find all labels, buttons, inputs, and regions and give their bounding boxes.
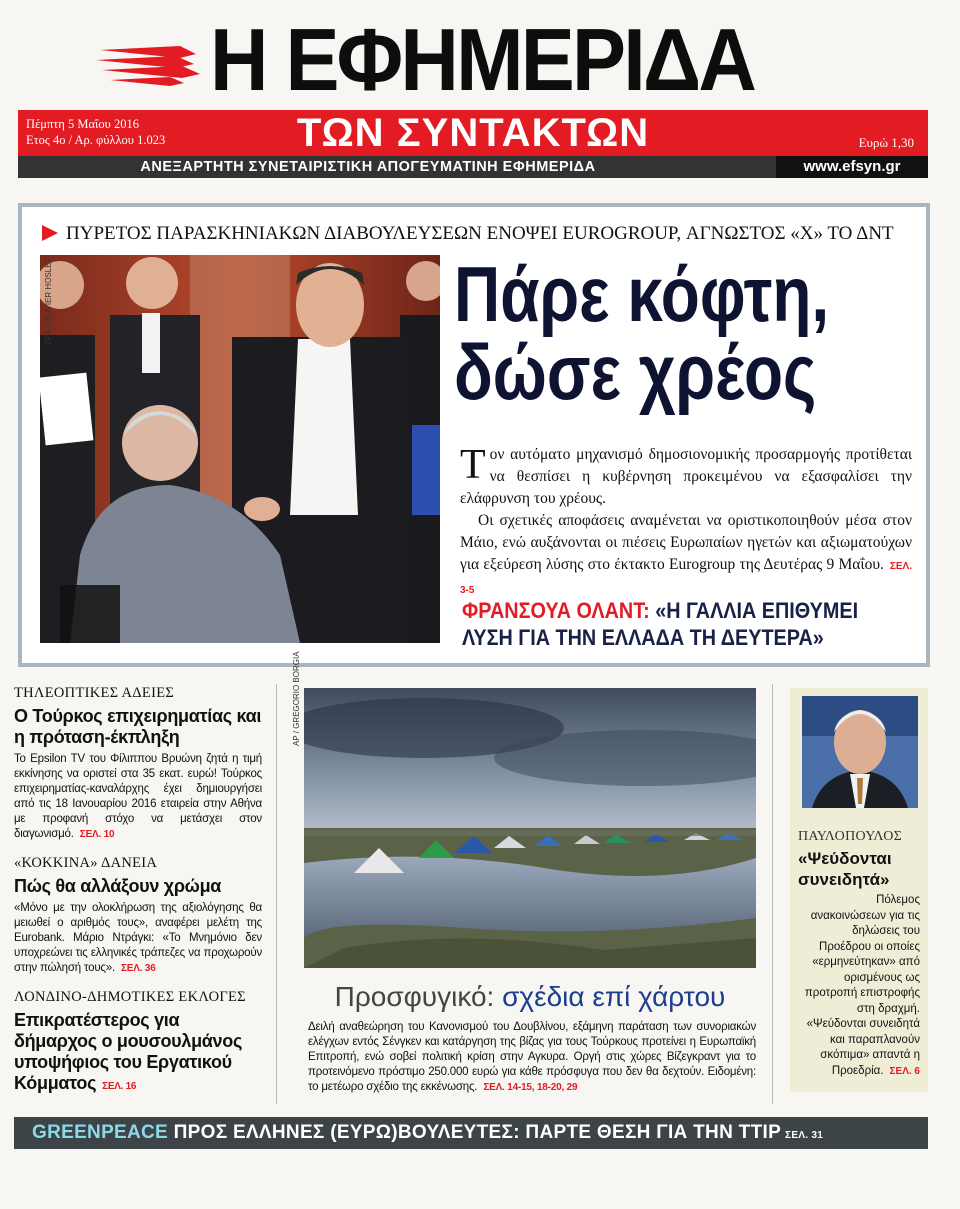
column-divider: [276, 684, 277, 1104]
refugee-camp-image: [304, 688, 756, 968]
story-page-ref[interactable]: ΣΕΛ. 16: [102, 1081, 137, 1092]
column-divider: [772, 684, 773, 1104]
banner-brand: GREENPEACE: [32, 1122, 169, 1143]
center-photo-credit: AP / GREGORIO BORGIA: [292, 651, 301, 746]
quote-speaker: ΦΡΑΝΣΟΥΑ ΟΛΑΝΤ:: [462, 598, 650, 623]
center-headline-part1: Προσφυγικό:: [334, 981, 495, 1012]
lead-quote[interactable]: [462, 597, 876, 651]
story-page-ref[interactable]: ΣΕΛ. 10: [79, 829, 115, 840]
president-photo[interactable]: [802, 696, 918, 808]
right-story-body-text: Πόλεμος ανακοινώσεων για τις δηλώσεις του Προέδρου οι οποίες «ερμηνεύτηκαν» από ορισμένους ως προτροπή επιστροφής στη δραχμή. «Ψεύδονται συνειδητά και παραπλανούν σκόπιμα» απαντά η Προεδρία.: [804, 894, 920, 1077]
website-link[interactable]: www.efsyn.gr: [776, 156, 928, 178]
story-page-ref[interactable]: ΣΕΛ. 36: [120, 963, 156, 974]
refugee-camp-photo[interactable]: [304, 688, 756, 968]
bottom-banner[interactable]: [14, 1117, 928, 1149]
story-kicker: ΛΟΝΔΙΝΟ-ΔΗΜΟΤΙΚΕΣ ΕΚΛΟΓΕΣ: [14, 989, 246, 1005]
masthead-red-bar: [18, 110, 928, 156]
story-headline-text: Επικρατέστερος για δήμαρχος ο μουσουλμάνος υποψήφιος του Εργατικού Κόμματος: [14, 1010, 243, 1093]
story-london-elections[interactable]: [14, 988, 262, 1097]
story-body-text: Το Epsilon TV του Φίλιππου Βρυώνη ζητά η τιμή εκκίνησης να οριστεί στα 35 εκατ. ευρώ! Τούρκος επιχειρηματίας-καναλάρχης έχει δημιουργήσει από τις 18 Ιανουαρίου 2016 εταιρεία στην Αθήνα με προφανή στόχο να μετάσχει στον διαγωνισμό.: [14, 753, 262, 840]
story-body: [14, 901, 262, 976]
lead-photo-credit: EPA / OLIVIER HOSLET: [44, 257, 53, 345]
issue-number: Ετος 4ο / Αρ. φύλλου 1.023: [26, 133, 166, 147]
masthead-subtitle: ΤΩΝ ΣΥΝΤΑΚΤΩΝ: [296, 111, 650, 155]
lead-photo-image: [40, 255, 440, 643]
left-column: [14, 684, 262, 1109]
story-headline: Πώς θα αλλάξουν χρώμα: [14, 876, 222, 896]
story-kicker: «ΚΟΚΚΙΝΑ» ΔΑΝΕΙΑ: [14, 855, 158, 871]
center-page-ref[interactable]: ΣΕΛ. 14-15, 18-20, 29: [483, 1082, 578, 1093]
lead-paragraph-2-text: Οι σχετικές αποφάσεις αναμένεται να οριστικοποιηθούν μέσα στον Μάιο, ενώ αυξάνονται οι πιέσεις Ευρωπαίων ηγετών και αξιωματούχων για εξεύρεση λύσης στο έκτακτο Eurogroup της Δευτέρας 9 Μαΐου.: [460, 512, 912, 573]
banner-page-ref[interactable]: ΣΕΛ. 31: [785, 1130, 824, 1141]
lead-story[interactable]: [18, 203, 930, 667]
right-page-ref[interactable]: ΣΕΛ. 6: [889, 1065, 920, 1077]
president-portrait-image: [802, 696, 918, 808]
masthead-tagline-bar: [18, 156, 928, 178]
story-headline: [14, 1010, 262, 1097]
story-headline: Ο Τούρκος επιχειρηματίας και η πρόταση-έκπληξη: [14, 706, 262, 747]
center-headline-part2: σχέδια επί χάρτου: [502, 981, 726, 1012]
center-body: [308, 1020, 756, 1095]
center-headline[interactable]: [300, 980, 760, 1014]
issue-date: Πέμπτη 5 Μαΐου 2016: [26, 117, 139, 131]
triangle-arrow-icon: [42, 225, 58, 241]
right-story-kicker: ΠΑΥΛΟΠΟΥΛΟΣ: [798, 829, 903, 844]
story-kicker: ΤΗΛΕΟΠΤΙΚΕΣ ΑΔΕΙΕΣ: [14, 685, 175, 701]
story-tv-licenses[interactable]: [14, 684, 262, 842]
lead-photo[interactable]: [40, 255, 440, 643]
masthead-title: Η ΕΦΗΜΕΡΙΔΑ: [210, 10, 755, 109]
pen-nib-logo-icon: [96, 40, 206, 88]
lead-paragraph-1: [460, 444, 912, 510]
story-body-text: «Μόνο με την ολοκλήρωση της αξιολόγησης θα μειωθεί ο αριθμός τους», αναφέρει μελέτη της Eurobank. Μάριο Ντράγκι: «Το Μνημόνιο δεν υποχρεώνει τις ελληνικές τράπεζες να προχωρούν στην πώλησή τους».: [14, 902, 262, 974]
story-body: [14, 752, 262, 842]
center-body-text: Δειλή αναθεώρηση του Κανονισμού του Δουβλίνου, εξάμηνη παράταση των συνοριακών ελέγχων εντός Σένγκεν και κατάργηση της βίζας για τους Τούρκους προτείνει η Ευρωπαϊκή Επιτροπή, ενώ σοβεί πολιτική κρίση στην Αγκυρα. Οργή στις χώρες Βίζεγκραντ για το προτεινόμενο πρόστιμο 250.000 ευρώ για κάθε πρόσφυγα που δεν θα δεχτούν. Ειδομένη: το μετέωρο σχέδιο της εκκένωσης.: [308, 1021, 756, 1093]
issue-price: Ευρώ 1,30: [858, 135, 914, 150]
lead-body: [460, 444, 912, 602]
lead-paragraph-2: [460, 510, 912, 602]
quote-text: «Η ΓΑΛΛΙΑ ΕΠΙΘΥΜΕΙ ΛΥΣΗ ΓΙΑ ΤΗΝ ΕΛΛΑΔΑ ΤΗ ΔΕΥΤΕΡΑ»: [462, 598, 859, 650]
lead-kicker: [42, 221, 894, 247]
drop-cap: Τ: [460, 442, 486, 488]
right-story-headline: «Ψεύδονται συνειδητά»: [798, 849, 892, 889]
masthead: [0, 0, 960, 110]
lead-headline-line2: δώσε χρέος: [454, 328, 817, 416]
lead-headline-line1: Πάρε κόφτη,: [454, 250, 830, 338]
lead-paragraph-1-text: ον αυτόματο μηχανισμό δημοσιονομικής προσαρμογής προτίθεται να θεσπίσει η κυβέρνηση προκειμένου να εξασφαλίσει την ελάφρυνση του χρέους.: [460, 446, 912, 507]
banner-text: ΠΡΟΣ ΕΛΛΗΝΕΣ (ΕΥΡΩ)ΒΟΥΛΕΥΤΕΣ: ΠΑΡΤΕ ΘΕΣΗ ΓΙΑ ΤΗΝ TTIP: [173, 1122, 782, 1143]
story-bad-loans[interactable]: [14, 854, 262, 976]
right-column-story[interactable]: [790, 688, 928, 1092]
lead-page-ref[interactable]: ΣΕΛ. 3-5: [460, 561, 912, 596]
lead-kicker-text: ΠΥΡΕΤΟΣ ΠΑΡΑΣΚΗΝΙΑΚΩΝ ΔΙΑΒΟΥΛΕΥΣΕΩΝ ΕΝΟΨΕΙ EUROGROUP, ΑΓΝΩΣΤΟΣ «Χ» ΤΟ ΔΝΤ: [66, 223, 894, 244]
masthead-tagline: ΑΝΕΞΑΡΤΗΤΗ ΣΥΝΕΤΑΙΡΙΣΤΙΚΗ ΑΠΟΓΕΥΜΑΤΙΝΗ ΕΦΗΜΕΡΙΔΑ: [140, 159, 596, 175]
right-story-body: [798, 893, 920, 1079]
lead-headline[interactable]: [454, 250, 833, 416]
